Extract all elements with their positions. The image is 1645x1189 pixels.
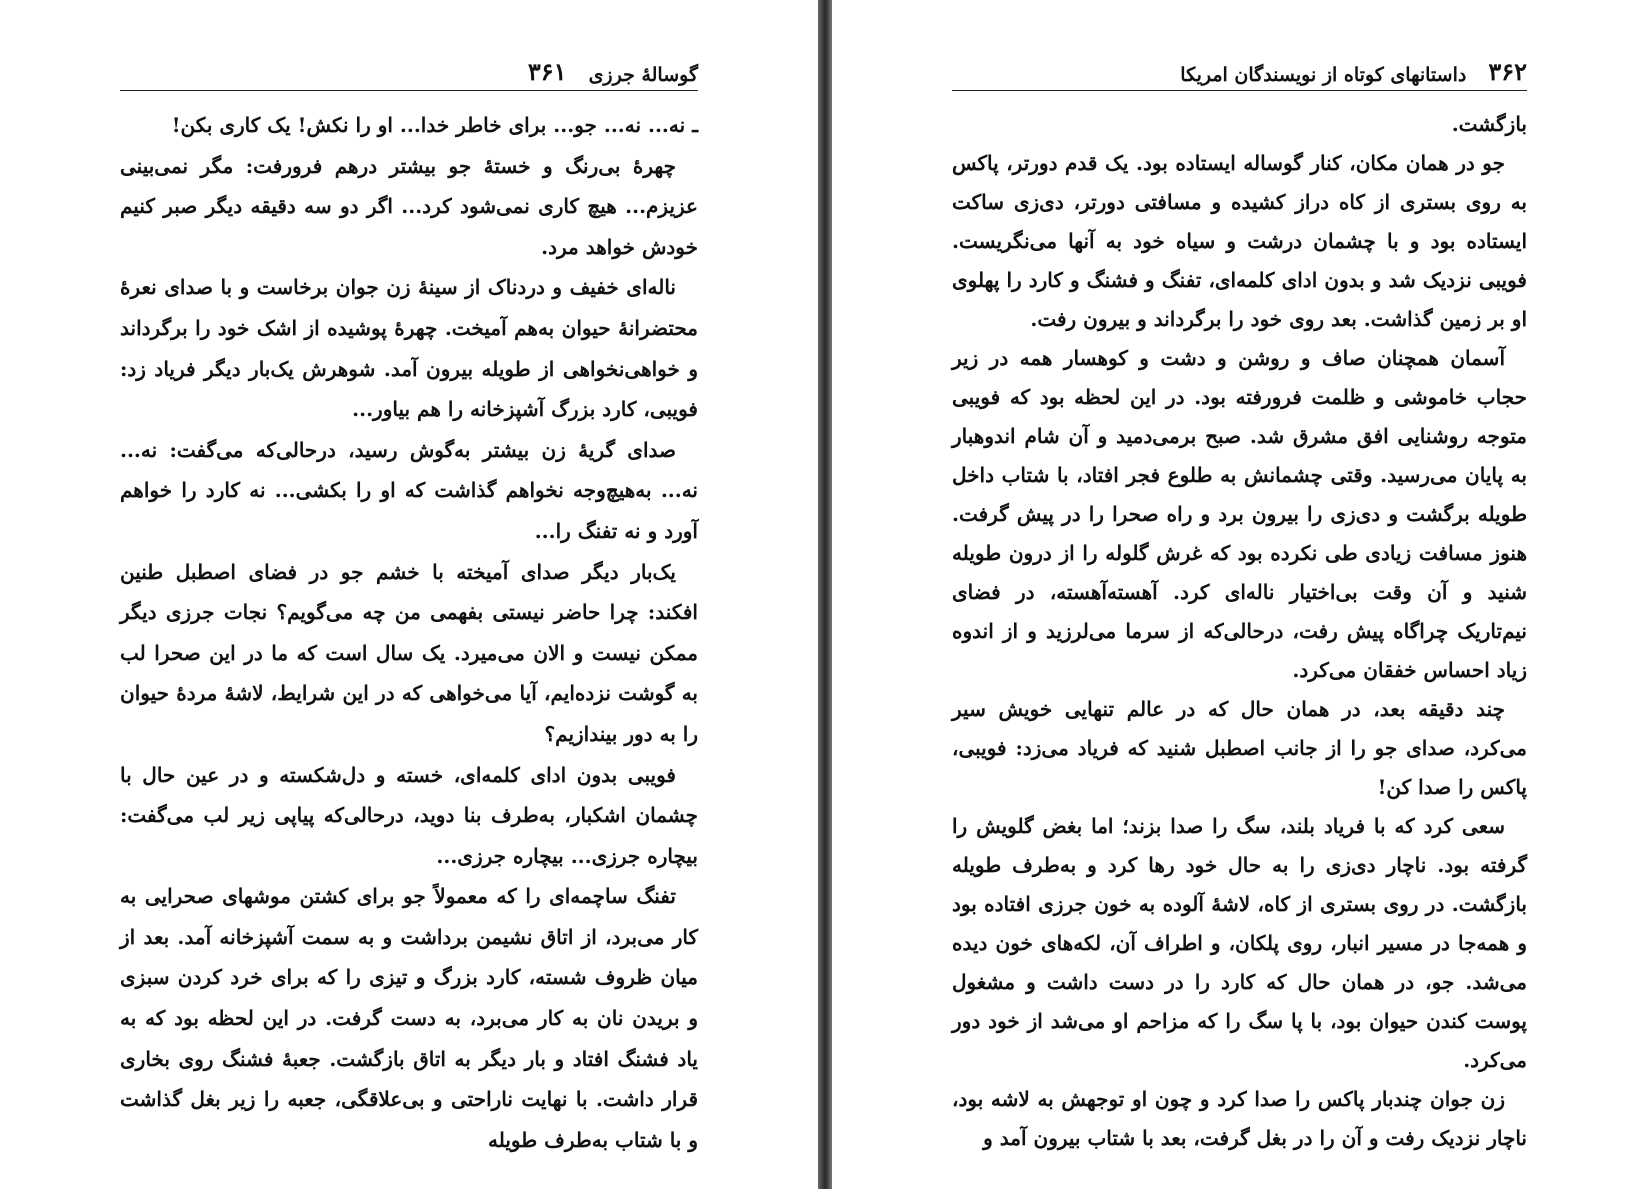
paragraph: یک‌بار دیگر صدای آمیخته با خشم جو در فضای اصطبل طنین افکند: چرا حاضر نیستی بفهمی من چه می‌گویم؟ نجات جرزی دیگر ممکن نیست و الان می‌میرد. یک سال است که ما در این صحرا لب به گوشت نزده‌ایم، آیا می‌خواهی که در این شرایط، لاشهٔ مردهٔ حیوان را به دور بیندازیم؟ (120, 559, 698, 746)
paragraph: تفنگ ساچمه‌ای را که معمولاً جو برای کشتن موشهای صحرایی به کار می‌برد، از اتاق نشیمن برداشت و به سمت آشپزخانه آمد. بعد از میان ظروف شسته، کارد بزرگ و تیزی را که برای خرد کردن سبزی و بریدن نان به کار می‌برد، به دست گرفت. در این لحظه بود که به یاد فشنگ افتاد و بار دیگر به اتاق بازگشت. جعبهٔ فشنگ روی بخاری قرار داشت. با نهایت ناراحتی و بی‌علاقگی، جعبه را زیر بغل گذاشت و با شتاب به‌طرف طویله (120, 884, 698, 1152)
right-page-header (952, 50, 1527, 91)
left-page-header (120, 50, 698, 91)
left-running-title: گوسالهٔ جرزی (588, 64, 698, 86)
paragraph: آسمان همچنان صاف و روشن و دشت و کوهسار همه در زیر حجاب خاموشی و ظلمت فرورفته بود. در این لحظه بود که فویبی متوجه روشنایی افق مشرق شد. صبح برمی‌دمید و آن شام اندوهبار به پایان می‌رسید. وقتی چشمانش به طلوع فجر افتاد، با شتاب داخل طویله برگشت و دی‌زی را بیرون برد و راه صحرا را در پیش گرفت. هنوز مسافت زیادی طی نکرده بود که غرش گلوله را از درون طویله شنید و آن وقت بی‌اختیار ناله‌ای کرد. آهسته‌آهسته، در فضای نیم‌تاریک چراگاه پیش رفت، درحالی‌که از سرما می‌لرزید و از اندوه زیاد احساس خفقان می‌کرد. (952, 346, 1527, 682)
paragraph-continuation: بازگشت. (1451, 112, 1527, 136)
left-page-number: ۳۶۱ (527, 57, 567, 86)
right-page (832, 0, 1645, 1189)
book-gutter (818, 0, 832, 1189)
left-page (0, 0, 818, 1189)
left-page-body (120, 105, 698, 1160)
right-running-title: داستانهای کوتاه از نویسندگان امریکا (1180, 64, 1467, 86)
paragraph: چند دقیقه بعد، در همان حال که در عالم تنهایی خویش سیر می‌کرد، صدای جو را از جانب اصطبل شنید که فریاد می‌زد: فویبی، پاکس را صدا کن! (952, 697, 1527, 799)
paragraph: فویبی بدون ادای کلمه‌ای، خسته و دل‌شکسته و در عین حال با چشمان اشکبار، به‌طرف بنا دوید، درحالی‌که پیاپی زیر لب می‌گفت: بیچاره جرزی... بیچاره جرزی... (120, 762, 698, 868)
right-page-body (952, 105, 1527, 1158)
paragraph: صدای گریهٔ زن بیشتر به‌گوش رسید، درحالی‌که می‌گفت: نه... نه... به‌هیچ‌وجه نخواهم گذاشت که او را بکشی... نه کارد را خواهم آورد و نه تفنگ را... (120, 437, 698, 543)
paragraph: زن جوان چندبار پاکس را صدا کرد و چون او توجهش به لاشه بود، ناچار نزدیک رفت و آن را در بغل گرفت، بعد با شتاب بیرون آمد و (952, 1087, 1527, 1150)
paragraph: ناله‌ای خفیف و دردناک از سینهٔ زن جوان برخاست و با صدای نعرهٔ محتضرانهٔ حیوان به‌هم آمیخت. چهرهٔ پوشیده از اشک خود را برگرداند و خواهی‌نخواهی از طویله بیرون آمد. شوهرش یک‌بار دیگر فریاد زد: فویبی، کارد بزرگ آشپزخانه را هم بیاور... (120, 275, 698, 422)
paragraph: سعی کرد که با فریاد بلند، سگ را صدا بزند؛ اما بغض گلویش را گرفته بود. ناچار دی‌زی را به حال خود رها کرد و به‌طرف طویله بازگشت. در روی بستری از کاه، لاشهٔ آلوده به خون جرزی افتاده بود و همه‌جا در مسیر انبار، روی پلکان، و اطراف آن، لکه‌های خون دیده می‌شد. جو، در همان حال که کارد را در دست داشت و مشغول پوست کندن حیوان بود، با پا سگ را که مزاحم او می‌شد از خود دور می‌کرد. (952, 814, 1527, 1072)
paragraph: چهرهٔ بی‌رنگ و خستهٔ جو بیشتر درهم فرورفت: مگر نمی‌بینی عزیزم... هیچ کاری نمی‌شود کرد... اگر دو سه دقیقه دیگر صبر کنیم خودش خواهد مرد. (120, 153, 698, 259)
paragraph: جو در همان مکان، کنار گوساله ایستاده بود. یک قدم دورتر، پاکس به روی بستری از کاه دراز کشیده و مسافتی دورتر، دی‌زی ساکت ایستاده بود و با چشمان درشت و سیاه خود به آنها می‌نگریست. فویبی نزدیک شد و بدون ادای کلمه‌ای، تفنگ و فشنگ و کارد را پهلوی او بر زمین گذاشت. بعد روی خود را برگرداند و بیرون رفت. (952, 151, 1527, 331)
paragraph: ـ نه... نه... جو... برای خاطر خدا... او را نکش! یک کاری بکن! (171, 113, 698, 137)
right-page-number: ۳۶۲ (1488, 57, 1527, 86)
